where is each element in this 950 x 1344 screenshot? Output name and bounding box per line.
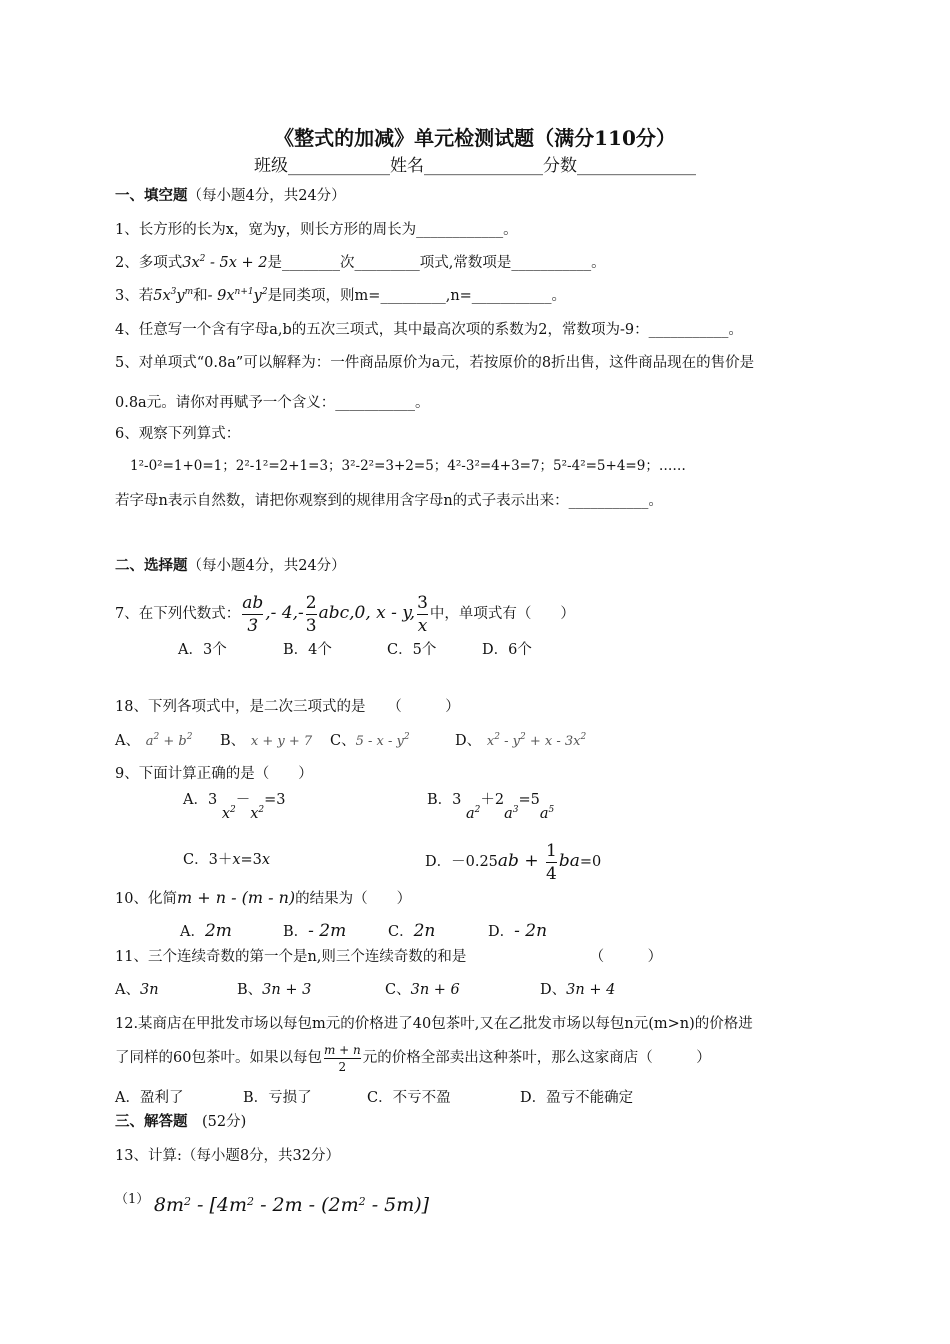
student-info-line — [0, 151, 950, 176]
fraction-3-over-x: $\frac{3}{x}$ — [417, 592, 428, 636]
question-9: 9、下面计算正确的是（ ） — [115, 766, 313, 782]
q9-option-c[interactable]: C．3＋x=3x — [183, 852, 271, 868]
question-6-prompt: 若字母n表示自然数，请把你观察到的规律用含字母n的式子表示出来：___________。 — [115, 493, 663, 509]
question-7: 7、在下列代数式： $\frac{ab}{3}$ ,- 4,- $\frac{2}{3}$ abc,0, x - y, $\frac{3}{x}$ 中，单项式有（ ） — [115, 592, 575, 636]
question-3: 3、若$5x^3y^m$和- $9x^{n+1}y^2$是同类项，则m=_________,n=___________。 — [115, 287, 567, 304]
q12-option-d[interactable]: D．盈亏不能确定 — [520, 1090, 634, 1106]
question-6-sequence: 1²-0²=1+0=1；2²-1²=2+1=3；3²-2²=3+2=5；4²-3²=4+3=7；5²-4²=5+4=9；…… — [130, 458, 686, 474]
name-blank: ______________ — [424, 156, 543, 176]
q11-option-c[interactable]: C、3n + 6 — [385, 982, 460, 998]
question-13: 13、计算:（每小题8分，共32分） — [115, 1148, 341, 1164]
question-1: 1、长方形的长为x，宽为y，则长方形的周长为____________。 — [115, 222, 518, 238]
q7-option-a[interactable]: A．3个 — [178, 642, 227, 658]
q10-option-d[interactable]: D．- 2n — [488, 921, 548, 941]
q8-option-d[interactable]: D、 $x^2 - y^2 + x - 3x^2$ — [455, 732, 587, 749]
section2-heading: 二、选择题（每小题4分，共24分） — [115, 557, 346, 574]
q10-option-a[interactable]: A．2m — [180, 921, 232, 941]
page-title: 《整式的加减》单元检测试题（满分110分） — [274, 126, 676, 150]
term-1: $5x^3y^m$ — [153, 287, 194, 304]
q9-option-a[interactable]: A．3 $x^2-x^2=3$ — [183, 792, 286, 822]
term-2: - $9x^{n+1}y^2$ — [207, 287, 268, 304]
fraction-m-plus-n-over-2: $\frac{m + n}{2}$ — [323, 1042, 361, 1074]
q9-option-d[interactable]: D．－0.25ab + $\frac{1}{4}$ ba=0 — [425, 840, 602, 884]
question-12-line1: 12.某商店在甲批发市场以每包m元的价格进了40包茶叶,又在乙批发市场以每包n元(m>n)的价格进 — [115, 1016, 753, 1032]
class-blank: ____________ — [288, 156, 390, 176]
fraction-ab-over-3: $\frac{ab}{3}$ — [242, 592, 264, 636]
polynomial-expression: $3x^2 - 5x + 2$ — [182, 254, 268, 271]
q8-option-a[interactable]: A、 $a^2 + b^2$ — [115, 732, 193, 749]
q8-option-c[interactable]: C、5 - x - $y^2$ — [330, 732, 410, 749]
score-label: 分数 — [543, 156, 577, 176]
question-5-line2: 0.8a元。请你对再赋予一个含义：___________。 — [115, 395, 430, 411]
class-label: 班级 — [254, 156, 288, 176]
section1-heading: 一、填空题（每小题4分，共24分） — [115, 187, 346, 204]
score-blank: ______________ — [577, 156, 696, 176]
q9-option-b[interactable]: B．3 $a^2+2a^3=5a^5$ — [427, 792, 555, 822]
q11-option-d[interactable]: D、3n + 4 — [540, 982, 616, 998]
fraction-2-over-3: $\frac{2}{3}$ — [305, 592, 317, 636]
q11-option-a[interactable]: A、3n — [115, 982, 159, 998]
section3-heading: 三、解答题 (52分) — [115, 1113, 247, 1130]
fraction-1-over-4: $\frac{1}{4}$ — [546, 840, 557, 884]
question-8: 18、下列各项式中，是二次三项式的是 （ ） — [115, 699, 460, 715]
q7-option-c[interactable]: C．5个 — [387, 642, 437, 658]
question-5-line1: 5、对单项式“0.8a”可以解释为：一件商品原价为a元，若按原价的8折出售，这件商品现在的售价是 — [115, 355, 755, 371]
name-label: 姓名 — [390, 156, 424, 176]
question-11: 11、三个连续奇数的第一个是n,则三个连续奇数的和是 （ ） — [115, 949, 663, 965]
q7-option-d[interactable]: D．6个 — [482, 642, 532, 658]
q10-option-b[interactable]: B．- 2m — [283, 921, 347, 941]
q12-option-c[interactable]: C．不亏不盈 — [367, 1090, 451, 1106]
q7-option-b[interactable]: B．4个 — [283, 642, 332, 658]
question-4: 4、任意写一个含有字母a,b的五次三项式，其中最高次项的系数为2，常数项为-9：___________。 — [115, 322, 743, 338]
q10-option-c[interactable]: C．2n — [388, 921, 436, 941]
q8-option-b[interactable]: B、 x + y + 7 — [220, 733, 313, 749]
q11-option-b[interactable]: B、3n + 3 — [237, 982, 312, 998]
question-6: 6、观察下列算式： — [115, 426, 241, 442]
question-12-line2: 了同样的60包茶叶。如果以每包 $\frac{m + n}{2}$ 元的价格全部卖出这种茶叶，那么这家商店（ ） — [115, 1042, 711, 1074]
question-13-1: （1） $8m^2 - [4m^2 - 2m - (2m^2 - 5m)]$ — [115, 1192, 430, 1216]
question-10: 10、化简m + n - (m - n)的结果为（ ） — [115, 888, 412, 907]
question-2: 2、多项式$3x^2 - 5x + 2$是________次_________项式,常数项是___________。 — [115, 254, 606, 271]
q12-option-b[interactable]: B．亏损了 — [243, 1090, 312, 1106]
q12-option-a[interactable]: A．盈利了 — [115, 1090, 184, 1106]
